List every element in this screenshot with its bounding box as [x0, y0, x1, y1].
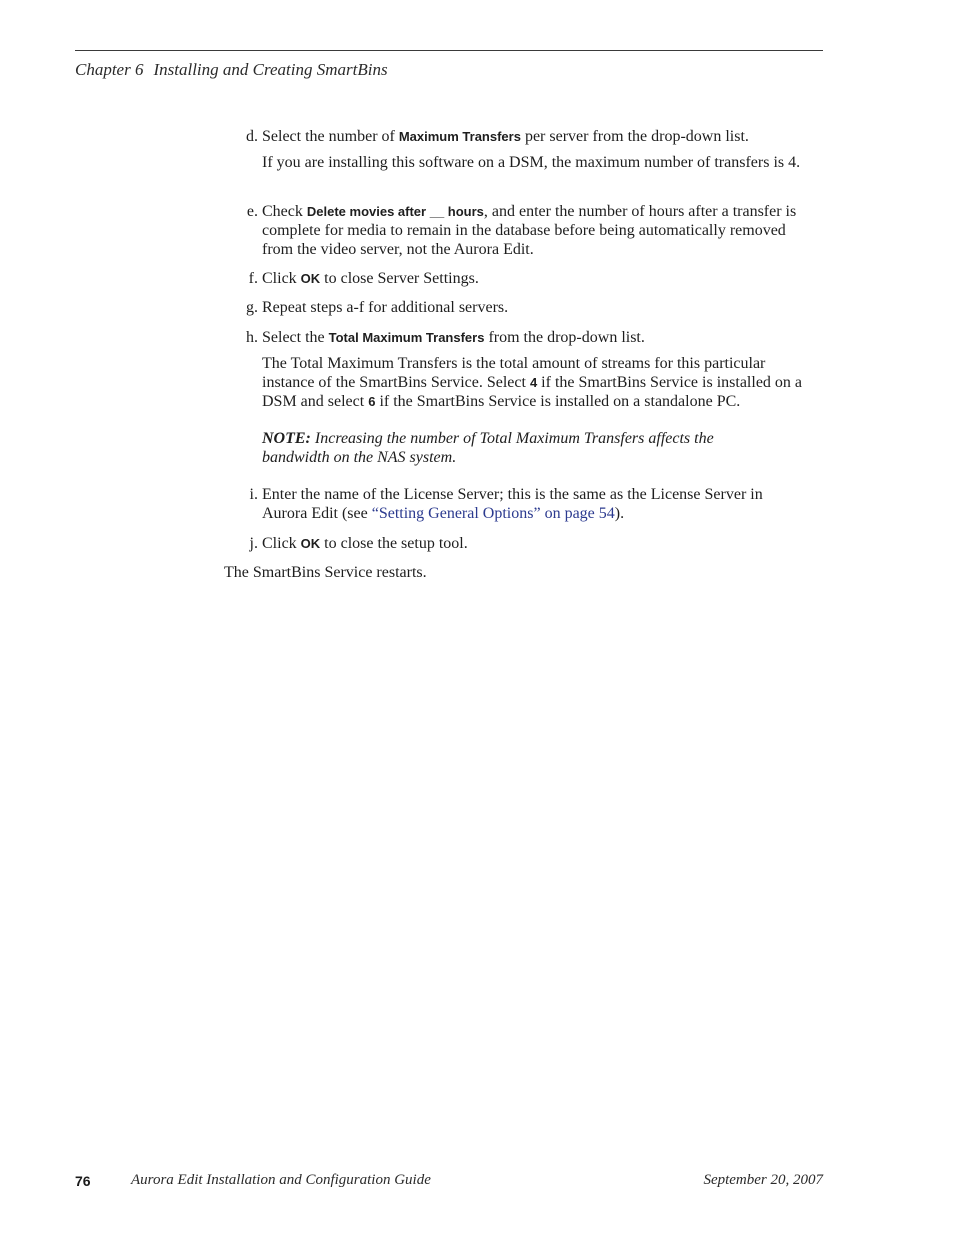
header-rule — [75, 50, 823, 51]
step-e — [246, 202, 807, 259]
step-marker: g. — [246, 299, 258, 316]
step-marker: i. — [249, 486, 258, 503]
note-box — [262, 429, 782, 467]
ui-term-6: 6 — [368, 394, 376, 409]
step-text: from the drop-down list. — [484, 329, 645, 346]
chapter-label: Chapter 6 — [75, 60, 144, 79]
step-text: to close Server Settings. — [320, 270, 479, 287]
step-text: Check — [262, 203, 307, 220]
cross-reference-link[interactable]: “Setting General Options” on page 54 — [371, 505, 615, 522]
step-text: Enter the name of the License Server; this is the same as the License Server in Aurora Edit (see — [262, 486, 763, 522]
ui-term-maximum-transfers: Maximum Transfers — [398, 129, 521, 144]
ui-term-ok: OK — [300, 536, 321, 551]
description-text: The Total Maximum Transfers is the total amount of streams for this particular instance of the SmartBins Service. Select — [262, 355, 766, 391]
closing-text: The SmartBins Service restarts. — [224, 564, 427, 581]
chapter-header — [75, 60, 388, 80]
step-f — [248, 269, 807, 288]
ui-term-4: 4 — [529, 375, 538, 390]
ui-term-delete-movies: Delete movies after __ hours — [306, 204, 484, 219]
step-h — [246, 328, 807, 347]
step-marker: d. — [246, 128, 258, 145]
step-j — [249, 534, 807, 553]
step-text: , and enter the number of hours after a transfer is complete for media to remain in the database before being automatically removed from the video server, not the Aurora Edit. — [262, 203, 797, 258]
step-d-note: If you are installing this software on a DSM, the maximum number of transfers is 4. — [262, 154, 801, 171]
step-text: Select the number of — [262, 128, 399, 145]
footer-doc-title: Aurora Edit Installation and Configuration Guide — [131, 1172, 431, 1188]
step-marker: h. — [246, 329, 258, 346]
ui-term-ok: OK — [300, 271, 321, 286]
step-text: Click — [262, 270, 301, 287]
step-marker: e. — [246, 203, 258, 220]
description-text: if the SmartBins Service is installed on a DSM and select — [262, 374, 803, 410]
page-number: 76 — [75, 1173, 91, 1189]
step-i — [249, 485, 807, 523]
ui-term-total-maximum-transfers: Total Maximum Transfers — [328, 330, 485, 345]
step-text: Click — [262, 535, 301, 552]
note-text: Increasing the number of Total Maximum Transfers affects the bandwidth on the NAS system. — [262, 430, 714, 466]
step-d — [246, 127, 807, 146]
step-h-description — [262, 354, 807, 411]
note-label: NOTE: — [262, 430, 311, 447]
step-text: Select the — [262, 329, 329, 346]
step-text: ). — [614, 505, 625, 522]
footer-date: September 20, 2007 — [703, 1172, 823, 1188]
step-marker: j. — [249, 535, 258, 552]
chapter-title: Installing and Creating SmartBins — [153, 60, 388, 79]
step-g — [246, 298, 807, 317]
step-text: to close the setup tool. — [320, 535, 468, 552]
description-text: if the SmartBins Service is installed on a standalone PC. — [375, 393, 741, 410]
step-text: per server from the drop-down list. — [520, 128, 749, 145]
step-text: Repeat steps a-f for additional servers. — [262, 299, 509, 316]
step-marker: f. — [248, 270, 258, 287]
